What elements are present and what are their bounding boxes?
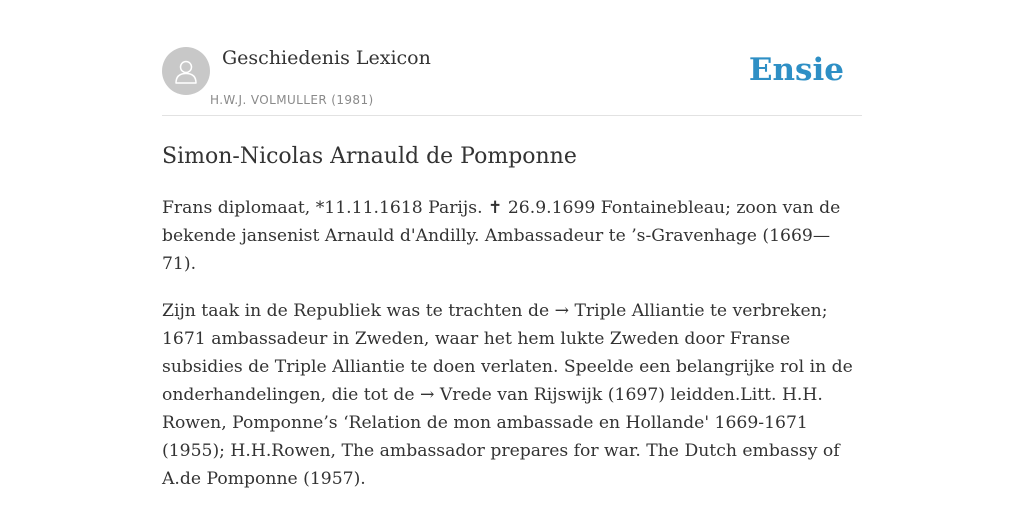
avatar[interactable] [162,47,210,95]
user-placeholder-icon [171,56,201,86]
link-triple-alliantie[interactable]: → Triple Alliantie [554,301,705,321]
article-title: Simon-Nicolas Arnauld de Pomponne [162,144,577,169]
article-paragraph-1: Frans diplomaat, *11.11.1618 Parijs. ✝ 26.9.1699 Fontainebleau; zoon van de bekende jansenist Arnauld d'Andilly. Ambassadeur te ’s-Gravenhage (1669—71). [162,198,841,274]
paragraph-text: te verbreken; 1671 ambassadeur in Zweden, waar het hem lukte Zweden door Franse subsidies de Triple Alliantie te doen verlaten. Speelde een belangrijke rol in de onderhandelingen, die tot de [162,301,853,405]
page [162,0,862,493]
ensie-logo[interactable]: Ensie [748,52,844,88]
article-paragraph-2 [162,297,862,493]
paragraph-text: Zijn taak in de Republiek was te trachten de [162,301,555,321]
source-author[interactable]: H.W.J. VOLMULLER (1981) [210,93,374,107]
link-vrede-van-rijswijk[interactable]: → Vrede van Rijswijk [420,385,603,405]
source-title[interactable]: Geschiedenis Lexicon [222,47,431,69]
source-header [162,47,862,116]
paragraph-text: (1697) leidden.Litt. H.H. Rowen, Pomponne’s ‘Relation de mon ambassade en Hollande' 1669-1671 (1955); H.H.Rowen, The ambassador prepares for war. The Dutch embassy of A.de Pomponne (1957). [162,385,840,489]
